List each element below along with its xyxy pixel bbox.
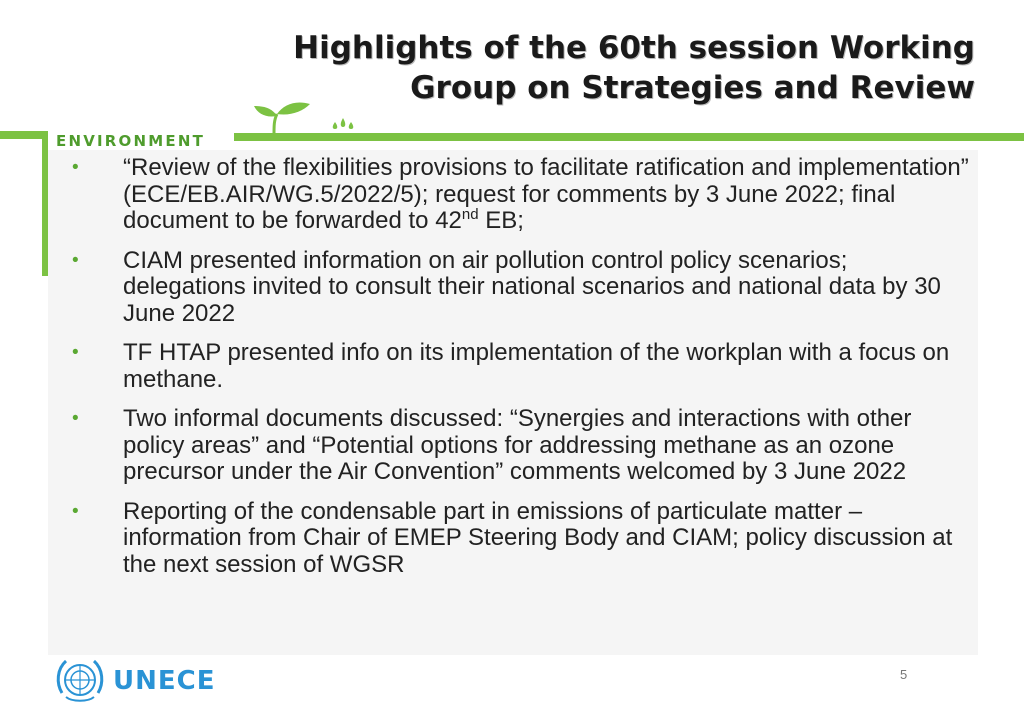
- bullet-text: TF HTAP presented info on its implementation of the workplan with a focus on methane.: [123, 339, 950, 393]
- bullet-text: Two informal documents discussed: “Synergies and interactions with other policy areas” and “Potential options for addressing methane as an ozone precursor under the Air Convention” comments welcomed by 3 June 2022: [123, 405, 912, 485]
- slide-title-line-2: Group on Strategies and Review: [410, 70, 975, 106]
- bullet-marker: •: [72, 342, 79, 363]
- header-divider-left: [0, 131, 48, 139]
- ordinal-suffix: nd: [461, 206, 479, 223]
- slide-title-line-1: Highlights of the 60th session Working: [293, 30, 975, 66]
- un-emblem-icon: [52, 655, 108, 707]
- water-drops-icon: [330, 116, 356, 132]
- unece-logo-text: UNECE: [113, 666, 216, 696]
- bullet-item: [70, 155, 970, 235]
- bullet-text-end: EB;: [478, 207, 524, 234]
- bullet-text: “Review of the flexibilities provisions to facilitate ratification and implementation” (ECE/EB.AIR/WG.5/2022/5); request for comments by 3 June 2022; final document to be forwarded to 42: [123, 154, 969, 234]
- header-divider-right: [234, 133, 1024, 141]
- bullet-item: [70, 406, 970, 486]
- slide-title: [100, 28, 975, 108]
- bullet-item: [70, 499, 970, 579]
- bullet-marker: •: [72, 157, 79, 178]
- bullet-item: [70, 340, 970, 393]
- section-label: ENVIRONMENT: [56, 132, 206, 150]
- bullet-text: Reporting of the condensable part in emissions of particulate matter – information from Chair of EMEP Steering Body and CIAM; policy discussion at the next session of WGSR: [123, 497, 953, 578]
- bullet-text: CIAM presented information on air pollution control policy scenarios; delegations invited to consult their national scenarios and national data by 30 June 2022: [123, 246, 941, 327]
- bullet-item: [70, 248, 970, 328]
- bullet-marker: •: [72, 500, 79, 522]
- bullet-marker: •: [72, 249, 79, 271]
- sprout-icon: [252, 100, 316, 136]
- page-number: 5: [900, 667, 908, 682]
- bullet-marker: •: [72, 408, 79, 429]
- bullet-list: [70, 155, 970, 591]
